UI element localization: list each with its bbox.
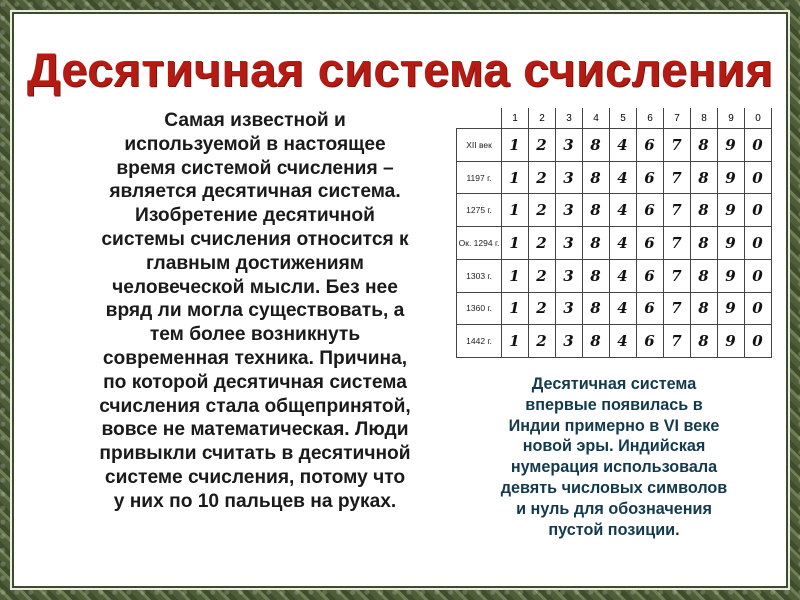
table-glyph-cell: 4 <box>610 194 637 227</box>
main-text-line: Изобретение десятичной <box>135 205 375 227</box>
table-glyph-cell: 6 <box>637 325 664 358</box>
table-glyph-cell: 3 <box>556 194 583 227</box>
table-header-row <box>457 108 772 129</box>
main-text-line: вовсе не математическая. Люди <box>101 419 409 441</box>
table-glyph-cell: 6 <box>637 129 664 162</box>
table-glyph-cell: 1 <box>502 161 529 194</box>
table-glyph-cell: 2 <box>529 194 556 227</box>
table-row-label: XII век <box>457 129 502 162</box>
table-glyph-cell: 0 <box>745 227 772 260</box>
table-glyph-cell: 2 <box>529 161 556 194</box>
table-header-cell: 2 <box>529 108 556 129</box>
table-row <box>457 227 772 260</box>
table-glyph-cell: 8 <box>691 259 718 292</box>
numerals-table-body <box>457 129 772 358</box>
table-glyph-cell: 0 <box>745 129 772 162</box>
table-glyph-cell: 8 <box>691 227 718 260</box>
table-glyph-cell: 0 <box>745 161 772 194</box>
table-glyph-cell: 3 <box>556 129 583 162</box>
side-text-line: нумерация использовала <box>510 458 718 477</box>
side-text-line: новой эры. Индийская <box>522 437 706 456</box>
main-text-line: тем более возникнуть <box>149 324 361 346</box>
table-corner-cell <box>457 108 502 129</box>
table-glyph-cell: 2 <box>529 227 556 260</box>
table-header-cell: 0 <box>745 108 772 129</box>
side-text-line: Десятичная система <box>531 375 697 393</box>
table-glyph-cell: 2 <box>529 292 556 325</box>
table-glyph-cell: 8 <box>583 194 610 227</box>
table-glyph-cell: 1 <box>502 129 529 162</box>
table-glyph-cell: 4 <box>610 325 637 358</box>
table-row <box>457 292 772 325</box>
table-glyph-cell: 0 <box>745 292 772 325</box>
side-text <box>464 374 764 540</box>
table-row <box>457 129 772 162</box>
table-row <box>457 259 772 292</box>
table-glyph-cell: 2 <box>529 325 556 358</box>
table-glyph-cell: 3 <box>556 325 583 358</box>
table-glyph-cell: 8 <box>691 325 718 358</box>
numerals-history-table <box>456 108 772 358</box>
table-header-cell: 8 <box>691 108 718 129</box>
main-text-line: привыкли считать в десятичной <box>99 443 411 465</box>
side-text-line: Индии примерно в VI веке <box>508 416 720 435</box>
table-header-cell: 4 <box>583 108 610 129</box>
table-row-label: 1275 г. <box>457 194 502 227</box>
side-text-line: впервые появилась в <box>525 395 703 414</box>
main-text-line: время системой счисления – <box>116 157 394 179</box>
table-glyph-cell: 9 <box>718 325 745 358</box>
table-glyph-cell: 1 <box>502 325 529 358</box>
table-glyph-cell: 7 <box>664 129 691 162</box>
table-glyph-cell: 1 <box>502 292 529 325</box>
main-text-line: системе счисления, потому что <box>104 466 406 488</box>
table-glyph-cell: 6 <box>637 227 664 260</box>
table-glyph-cell: 9 <box>718 161 745 194</box>
table-glyph-cell: 1 <box>502 194 529 227</box>
table-glyph-cell: 0 <box>745 194 772 227</box>
table-glyph-cell: 6 <box>637 259 664 292</box>
table-glyph-cell: 8 <box>583 129 610 162</box>
table-header-cell: 3 <box>556 108 583 129</box>
table-glyph-cell: 4 <box>610 227 637 260</box>
main-text-line: человеческой мысли. Без нее <box>112 276 398 298</box>
table-glyph-cell: 4 <box>610 161 637 194</box>
table-row-label: 1303 г. <box>457 259 502 292</box>
table-glyph-cell: 7 <box>664 194 691 227</box>
numerals-table <box>456 108 772 358</box>
table-row <box>457 161 772 194</box>
table-glyph-cell: 9 <box>718 227 745 260</box>
table-glyph-cell: 0 <box>745 259 772 292</box>
table-glyph-cell: 4 <box>610 259 637 292</box>
slide-title: Десятичная система счисления <box>26 43 774 96</box>
table-glyph-cell: 0 <box>745 325 772 358</box>
main-text-line: системы счисления относится к <box>101 228 409 250</box>
table-glyph-cell: 1 <box>502 259 529 292</box>
table-glyph-cell: 6 <box>637 161 664 194</box>
table-header-cell: 7 <box>664 108 691 129</box>
table-glyph-cell: 7 <box>664 259 691 292</box>
table-glyph-cell: 8 <box>583 259 610 292</box>
table-glyph-cell: 7 <box>664 325 691 358</box>
table-glyph-cell: 7 <box>664 161 691 194</box>
table-glyph-cell: 8 <box>691 161 718 194</box>
table-row-label: 1360 г. <box>457 292 502 325</box>
table-glyph-cell: 6 <box>637 292 664 325</box>
side-text-line: и нуль для обозначения <box>516 499 712 518</box>
table-glyph-cell: 8 <box>583 227 610 260</box>
table-glyph-cell: 3 <box>556 161 583 194</box>
table-header-cell: 9 <box>718 108 745 129</box>
table-glyph-cell: 8 <box>583 325 610 358</box>
main-text <box>50 109 460 514</box>
table-glyph-cell: 3 <box>556 259 583 292</box>
table-row-label: Ок. 1294 г. <box>457 227 502 260</box>
main-text-line: используемой в настоящее <box>124 133 386 155</box>
main-text-line: главным достижениям <box>146 252 364 274</box>
main-text-line: является десятичная система. <box>109 181 401 203</box>
main-text-line: вряд ли могла существовать, а <box>105 300 405 322</box>
table-header-cell: 1 <box>502 108 529 129</box>
table-glyph-cell: 1 <box>502 227 529 260</box>
table-glyph-cell: 4 <box>610 292 637 325</box>
table-glyph-cell: 6 <box>637 194 664 227</box>
side-text-line: пустой позиции. <box>548 520 680 539</box>
table-row <box>457 325 772 358</box>
table-glyph-cell: 7 <box>664 227 691 260</box>
table-glyph-cell: 9 <box>718 194 745 227</box>
table-glyph-cell: 2 <box>529 129 556 162</box>
table-header-cell: 6 <box>637 108 664 129</box>
table-glyph-cell: 8 <box>583 161 610 194</box>
side-text-line: девять числовых символов <box>500 478 728 497</box>
table-glyph-cell: 7 <box>664 292 691 325</box>
table-glyph-cell: 4 <box>610 129 637 162</box>
table-row-label: 1197 г. <box>457 161 502 194</box>
table-row-label: 1442 г. <box>457 325 502 358</box>
main-text-line: у них по 10 пальцев на руках. <box>113 490 397 512</box>
table-glyph-cell: 9 <box>718 129 745 162</box>
table-glyph-cell: 8 <box>691 129 718 162</box>
table-glyph-cell: 3 <box>556 227 583 260</box>
table-header-cell: 5 <box>610 108 637 129</box>
table-glyph-cell: 3 <box>556 292 583 325</box>
table-glyph-cell: 8 <box>691 194 718 227</box>
main-text-line: современная техника. Причина, <box>102 347 408 369</box>
table-row <box>457 194 772 227</box>
main-text-line: по которой десятичная система <box>103 371 407 393</box>
main-text-line: Самая известной и <box>164 110 346 131</box>
main-text-line: счисления стала общепринятой, <box>99 395 411 417</box>
slide <box>14 14 786 586</box>
table-glyph-cell: 9 <box>718 292 745 325</box>
table-glyph-cell: 8 <box>583 292 610 325</box>
table-glyph-cell: 8 <box>691 292 718 325</box>
table-glyph-cell: 9 <box>718 259 745 292</box>
table-glyph-cell: 2 <box>529 259 556 292</box>
